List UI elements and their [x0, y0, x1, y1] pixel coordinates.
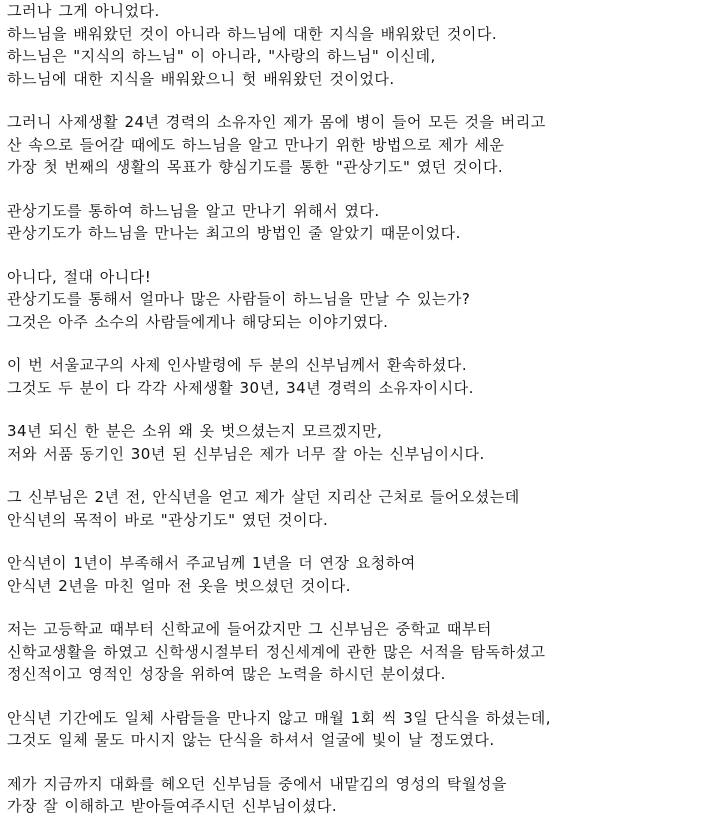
text-line: 이 번 서울교구의 사제 인사발령에 두 분의 신부님께서 환속하셨다.: [7, 356, 468, 374]
text-line: 저와 서품 동기인 30년 된 신부님은 제가 너무 잘 아는 신부님이시다.: [7, 444, 485, 463]
paragraph-2: [7, 111, 707, 179]
paragraph-4: [7, 266, 707, 334]
text-line: 그것은 아주 소수의 사람들에게나 해당되는 이야기였다.: [7, 312, 389, 331]
text-line: 그러나 그게 아니었다.: [7, 2, 160, 20]
paragraph-1: [7, 0, 707, 90]
paragraph-6: [7, 420, 707, 465]
text-line: 그것도 두 분이 다 각각 사제생활 30년, 34년 경력의 소유자이시다.: [7, 378, 474, 397]
paragraph-11: [7, 773, 707, 818]
document-body: [7, 0, 707, 839]
text-line: 가장 잘 이해하고 받아들여주시던 신부님이셨다.: [7, 797, 338, 815]
text-line: 하느님을 배워왔던 것이 아니라 하느님에 대한 지식을 배워왔던 것이다.: [7, 24, 498, 43]
text-line: 안식년의 목적이 바로 "관상기도" 였던 것이다.: [7, 510, 329, 529]
text-line: 가장 첫 번째의 생활의 목표가 향심기도를 통한 "관상기도" 였던 것이다.: [7, 158, 504, 176]
paragraph-5: [7, 354, 707, 399]
paragraph-8: [7, 552, 707, 597]
text-line: 그러니 사제생활 24년 경력의 소유자인 제가 몸에 병이 들어 모든 것을 버리고: [7, 113, 546, 131]
paragraph-9: [7, 618, 707, 686]
text-line: 하느님은 "지식의 하느님" 이 아니라, "사랑의 하느님" 이신데,: [7, 47, 436, 65]
text-line: 그것도 일체 물도 마시지 않는 단식을 하셔서 얼굴에 빛이 날 정도였다.: [7, 731, 495, 749]
text-line: 아니다, 절대 아니다!: [7, 267, 152, 286]
paragraph-7: [7, 486, 707, 531]
text-line: 그 신부님은 2년 전, 안식년을 얻고 제가 살던 지리산 근처로 들어오셨는데: [7, 488, 520, 506]
text-line: 안식년이 1년이 부족해서 주교님께 1년을 더 연장 요청하여: [7, 554, 416, 572]
text-line: 관상기도가 하느님을 만나는 최고의 방법인 줄 알았기 때문이었다.: [7, 224, 461, 242]
text-line: 34년 되신 한 분은 소위 왜 옷 벗으셨는지 모르겠지만,: [7, 422, 383, 440]
text-line: 관상기도를 통하여 하느님을 알고 만나기 위해서 였다.: [7, 201, 380, 220]
text-line: 안식년 기간에도 일체 사람들을 만나지 않고 매월 1회 씩 3일 단식을 하셨는데,: [7, 708, 552, 727]
paragraph-10: [7, 707, 707, 752]
text-line: 관상기도를 통해서 얼마나 많은 사람들이 하느님을 만날 수 있는가?: [7, 290, 471, 308]
text-line: 저는 고등학교 때부터 신학교에 들어갔지만 그 신부님은 중학교 때부터: [7, 620, 492, 638]
text-line: 제가 지금까지 대화를 헤오던 신부님들 중에서 내맡김의 영성의 탁월성을: [7, 774, 507, 793]
text-line: 산 속으로 들어갈 때에도 하느님을 알고 만나기 위한 방법으로 제가 세운: [7, 135, 505, 154]
text-line: 정신적이고 영적인 성장을 위하여 많은 노력을 하시던 분이셨다.: [7, 665, 446, 683]
text-line: 하느님에 대한 지식을 배워왔으니 헛 배워왔던 것이었다.: [7, 69, 395, 88]
text-line: 안식년 2년을 마친 얼마 전 옷을 벗으셨던 것이다.: [7, 576, 351, 595]
text-line: 신학교생활을 하였고 신학생시절부터 정신세계에 관한 많은 서적을 탐독하셨고: [7, 642, 546, 661]
paragraph-3: [7, 200, 707, 245]
